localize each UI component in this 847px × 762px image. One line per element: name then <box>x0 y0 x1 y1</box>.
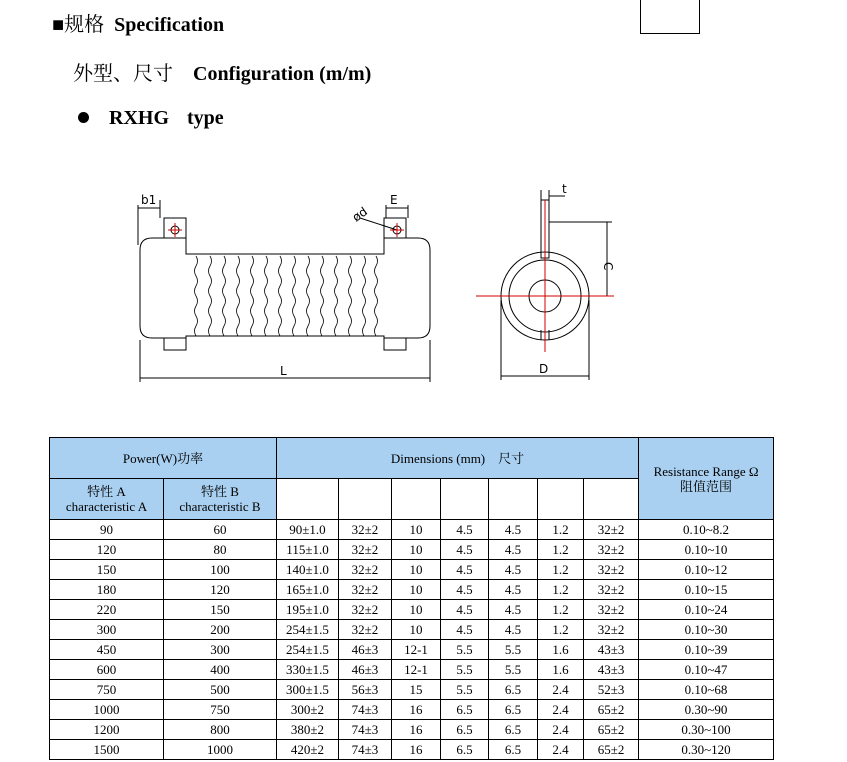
header-dim-cell <box>392 479 441 520</box>
cell-power-b: 120 <box>164 580 277 600</box>
label-t: t <box>562 182 567 196</box>
cell-dim-t: 1.2 <box>538 540 584 560</box>
cell-dim-t: 1.2 <box>538 520 584 540</box>
cell-dim-b1: 6.5 <box>489 700 538 720</box>
cell-dim-c: 74±3 <box>339 700 392 720</box>
cell-dim-b1: 4.5 <box>489 580 538 600</box>
config-title-en: Configuration (m/m) <box>193 63 372 85</box>
cell-dim-h: 65±2 <box>584 720 639 740</box>
cell-power-b: 150 <box>164 600 277 620</box>
label-E: E <box>390 193 398 207</box>
cell-resistance-range: 0.10~12 <box>639 560 774 580</box>
cell-resistance-range: 0.10~8.2 <box>639 520 774 540</box>
cell-dim-l: 90±1.0 <box>277 520 339 540</box>
cell-dim-h: 32±2 <box>584 540 639 560</box>
cell-dim-c: 32±2 <box>339 600 392 620</box>
centerlines <box>168 200 614 352</box>
cell-dim-h: 32±2 <box>584 560 639 580</box>
cell-power-b: 1000 <box>164 740 277 760</box>
cell-dim-h: 52±3 <box>584 680 639 700</box>
cell-dim-b1: 4.5 <box>489 560 538 580</box>
resistor-coil <box>195 256 378 336</box>
label-L: L <box>280 364 287 378</box>
cell-dim-c: 74±3 <box>339 740 392 760</box>
cell-power-a: 750 <box>50 680 164 700</box>
type-name: RXHG <box>109 107 169 129</box>
cell-dim-b1: 4.5 <box>489 600 538 620</box>
cell-dim-h: 32±2 <box>584 600 639 620</box>
cell-dim-b1: 5.5 <box>489 640 538 660</box>
cell-dim-e: 10 <box>392 520 441 540</box>
cell-power-a: 150 <box>50 560 164 580</box>
cell-dim-l: 115±1.0 <box>277 540 339 560</box>
cell-dim-h: 65±2 <box>584 700 639 720</box>
header-dim-cell <box>441 479 489 520</box>
cell-dim-c: 32±2 <box>339 560 392 580</box>
cell-dim-c: 32±2 <box>339 620 392 640</box>
cell-dim-t: 1.2 <box>538 560 584 580</box>
cell-dim-d: 4.5 <box>441 580 489 600</box>
cell-dim-c: 32±2 <box>339 540 392 560</box>
cell-power-b: 300 <box>164 640 277 660</box>
table-row <box>50 680 774 700</box>
cell-dim-e: 10 <box>392 540 441 560</box>
header-power: Power(W)功率 <box>50 438 277 479</box>
cell-dim-l: 380±2 <box>277 720 339 740</box>
cell-dim-c: 74±3 <box>339 720 392 740</box>
cell-power-a: 180 <box>50 580 164 600</box>
cell-dim-t: 2.4 <box>538 720 584 740</box>
cell-dim-l: 300±1.5 <box>277 680 339 700</box>
cell-dim-h: 65±2 <box>584 740 639 760</box>
cell-dim-l: 254±1.5 <box>277 640 339 660</box>
cell-resistance-range: 0.10~10 <box>639 540 774 560</box>
cell-dim-d: 4.5 <box>441 560 489 580</box>
cell-dim-l: 140±1.0 <box>277 560 339 580</box>
cell-dim-c: 32±2 <box>339 580 392 600</box>
cell-power-b: 500 <box>164 680 277 700</box>
cell-dim-b1: 6.5 <box>489 720 538 740</box>
cell-resistance-range: 0.10~30 <box>639 620 774 640</box>
header-dim-cell <box>489 479 538 520</box>
cell-dim-e: 10 <box>392 600 441 620</box>
cell-resistance-range: 0.30~100 <box>639 720 774 740</box>
cell-power-a: 120 <box>50 540 164 560</box>
label-phi-d: ød <box>349 204 370 225</box>
header-char-a-cn: 特性 A <box>87 484 126 499</box>
cell-dim-l: 300±2 <box>277 700 339 720</box>
cell-dim-d: 6.5 <box>441 720 489 740</box>
cell-dim-d: 4.5 <box>441 620 489 640</box>
spec-table <box>49 437 774 760</box>
header-char-b <box>164 479 277 520</box>
header-resistance-cn: 阻值范围 <box>680 478 733 494</box>
header-char-a <box>50 479 164 520</box>
table-row <box>50 640 774 660</box>
cell-dim-d: 6.5 <box>441 740 489 760</box>
cell-power-a: 1500 <box>50 740 164 760</box>
cell-dim-h: 32±2 <box>584 620 639 640</box>
cell-dim-c: 56±3 <box>339 680 392 700</box>
cell-dim-b1: 5.5 <box>489 660 538 680</box>
cell-resistance-range: 0.10~24 <box>639 600 774 620</box>
cell-power-a: 220 <box>50 600 164 620</box>
heading-marker: ■ <box>52 14 65 36</box>
cell-dim-e: 10 <box>392 560 441 580</box>
header-char-b-en: characteristic B <box>179 499 261 514</box>
header-dim-cell <box>538 479 584 520</box>
cell-dim-t: 1.2 <box>538 600 584 620</box>
cell-dim-e: 12-1 <box>392 640 441 660</box>
label-D: D <box>539 362 549 376</box>
label-b1: b1 <box>141 193 157 207</box>
cell-dim-h: 43±3 <box>584 640 639 660</box>
cell-dim-t: 1.2 <box>538 580 584 600</box>
cell-dim-e: 16 <box>392 740 441 760</box>
cell-dim-d: 6.5 <box>441 700 489 720</box>
table-row <box>50 620 774 640</box>
table-row <box>50 720 774 740</box>
cell-dim-t: 1.2 <box>538 620 584 640</box>
header-dim-cell <box>339 479 392 520</box>
heading-title-cn: 规格 <box>64 14 105 36</box>
header-resistance <box>639 438 774 520</box>
cell-power-a: 1200 <box>50 720 164 740</box>
cell-dim-l: 195±1.0 <box>277 600 339 620</box>
table-row <box>50 740 774 760</box>
table-row <box>50 600 774 620</box>
spec-table-body <box>50 520 774 760</box>
cell-dim-c: 46±3 <box>339 640 392 660</box>
table-row <box>50 560 774 580</box>
cell-dim-b1: 4.5 <box>489 620 538 640</box>
cell-power-b: 750 <box>164 700 277 720</box>
table-row <box>50 660 774 680</box>
cell-dim-b1: 4.5 <box>489 540 538 560</box>
header-dim-cell <box>584 479 639 520</box>
cell-resistance-range: 0.10~68 <box>639 680 774 700</box>
cell-dim-e: 16 <box>392 700 441 720</box>
cell-dim-h: 32±2 <box>584 580 639 600</box>
cell-dim-h: 43±3 <box>584 660 639 680</box>
cell-resistance-range: 0.10~47 <box>639 660 774 680</box>
header-resistance-en: Resistance Range Ω <box>653 463 759 479</box>
cell-dim-t: 1.6 <box>538 660 584 680</box>
cell-dim-t: 2.4 <box>538 700 584 720</box>
table-row <box>50 700 774 720</box>
header-dim-cell <box>277 479 339 520</box>
cell-dim-l: 420±2 <box>277 740 339 760</box>
cell-power-b: 60 <box>164 520 277 540</box>
cell-power-a: 450 <box>50 640 164 660</box>
cell-power-a: 1000 <box>50 700 164 720</box>
cell-power-b: 800 <box>164 720 277 740</box>
cell-power-b: 200 <box>164 620 277 640</box>
cell-dim-t: 2.4 <box>538 680 584 700</box>
header-dimensions: Dimensions (mm) 尺寸 <box>277 438 639 479</box>
cell-power-a: 90 <box>50 520 164 540</box>
cell-dim-e: 10 <box>392 620 441 640</box>
cell-dim-c: 32±2 <box>339 520 392 540</box>
table-row <box>50 520 774 540</box>
cell-dim-b1: 6.5 <box>489 740 538 760</box>
cell-dim-t: 1.6 <box>538 640 584 660</box>
cell-dim-b1: 4.5 <box>489 520 538 540</box>
cell-dim-d: 4.5 <box>441 600 489 620</box>
cell-dim-c: 46±3 <box>339 660 392 680</box>
cell-resistance-range: 0.10~15 <box>639 580 774 600</box>
cell-dim-d: 5.5 <box>441 680 489 700</box>
label-C: C <box>601 262 615 271</box>
cell-dim-l: 165±1.0 <box>277 580 339 600</box>
table-row <box>50 580 774 600</box>
cell-power-b: 80 <box>164 540 277 560</box>
cell-resistance-range: 0.10~39 <box>639 640 774 660</box>
cell-dim-e: 10 <box>392 580 441 600</box>
cell-dim-e: 16 <box>392 720 441 740</box>
header-char-a-en: characteristic A <box>65 499 148 514</box>
cell-dim-d: 5.5 <box>441 660 489 680</box>
cell-dim-t: 2.4 <box>538 740 584 760</box>
cell-dim-l: 330±1.5 <box>277 660 339 680</box>
cell-dim-e: 15 <box>392 680 441 700</box>
cell-dim-l: 254±1.5 <box>277 620 339 640</box>
cell-dim-e: 12-1 <box>392 660 441 680</box>
type-word: type <box>187 107 224 129</box>
cell-dim-d: 4.5 <box>441 520 489 540</box>
heading-title-en: Specification <box>114 14 225 36</box>
cell-power-b: 400 <box>164 660 277 680</box>
header-char-b-cn: 特性 B <box>201 484 239 499</box>
cell-resistance-range: 0.30~120 <box>639 740 774 760</box>
cell-dim-b1: 6.5 <box>489 680 538 700</box>
cell-resistance-range: 0.30~90 <box>639 700 774 720</box>
cell-dim-d: 4.5 <box>441 540 489 560</box>
cell-power-a: 600 <box>50 660 164 680</box>
cell-power-a: 300 <box>50 620 164 640</box>
cell-dim-h: 32±2 <box>584 520 639 540</box>
config-title-cn: 外型、尺寸 <box>73 63 173 85</box>
cell-power-b: 100 <box>164 560 277 580</box>
table-row <box>50 540 774 560</box>
cell-dim-d: 5.5 <box>441 640 489 660</box>
